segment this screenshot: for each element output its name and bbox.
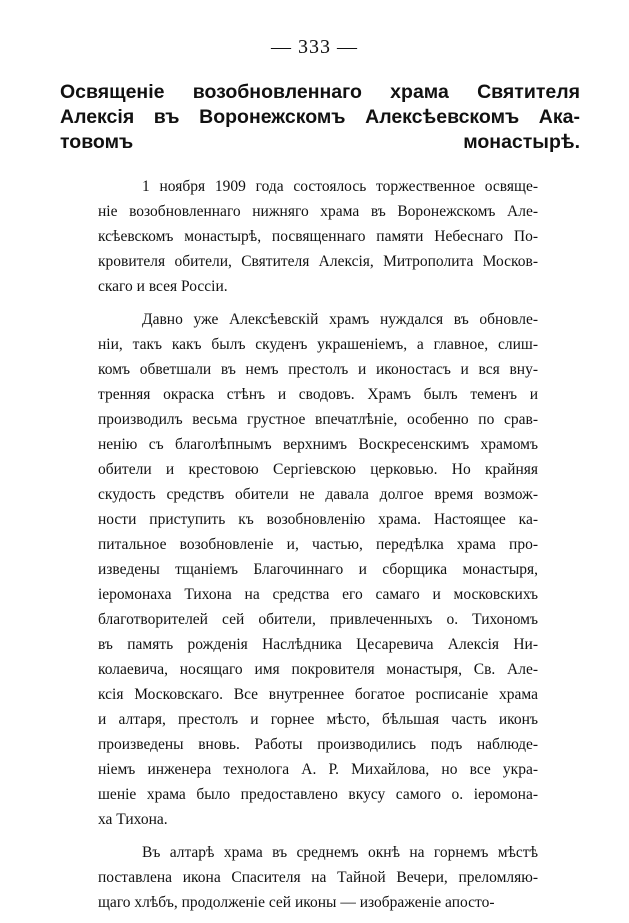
text-line: обители и крестовою Сергіевскою церковью. Но крайняя <box>98 461 538 478</box>
text-line: колаевича, носящаго имя покровителя монастыря, Св. Але- <box>98 661 538 678</box>
paragraph <box>98 174 538 299</box>
text-line: 1 ноября 1909 года состоялось торжественное освяще- <box>142 178 538 195</box>
text-line: ніемъ инженера технолога А. Р. Михайлова, но все укра- <box>98 761 538 778</box>
text-line: произведены вновь. Работы производились подъ наблюде- <box>98 736 538 753</box>
title-line: Алексія въ Воронежскомъ Алексѣевскомъ Ака- <box>60 106 580 128</box>
paragraph <box>98 307 538 832</box>
text-line: производилъ весьма грустное впечатлѣніе, особенно по срав- <box>98 411 538 428</box>
article-title <box>60 80 580 155</box>
text-line: щаго хлѣбъ, продолженіе сей иконы — изображеніе апосто- <box>98 894 495 911</box>
text-line: Давно уже Алексѣевскій храмъ нуждался въ обновле- <box>142 311 538 328</box>
text-line: ніе возобновленнаго нижняго храма въ Воронежскомъ Але- <box>98 203 538 220</box>
text-line: питальное возобновленіе и, частью, передѣлка храма про- <box>98 536 538 553</box>
text-line: ха Тихона. <box>98 811 168 828</box>
text-line: ксѣевскомъ монастырѣ, посвященнаго памяти Небеснаго По- <box>98 228 538 245</box>
text-line: ксія Московскаго. Все внутреннее богатое росписаніе храма <box>98 686 538 703</box>
page-number: — 333 — <box>271 36 358 58</box>
article-body <box>98 174 538 923</box>
text-line: іеромонаха Тихона на средства его самаго и московскихъ <box>98 586 538 603</box>
text-line: скаго и всея Россіи. <box>98 278 228 295</box>
text-line: Въ алтарѣ храма въ среднемъ окнѣ на горнемъ мѣстѣ <box>142 844 538 861</box>
title-line: товомъ монастырѣ. <box>60 131 580 153</box>
text-line: въ память рожденія Наслѣдника Цесаревича Алексія Ни- <box>98 636 538 653</box>
text-line: скудость средствъ обители не давала долгое время возмож- <box>98 486 538 503</box>
text-line: ности приступить къ возобновленію храма. Настоящее ка- <box>98 511 538 528</box>
title-line: Освященіе возобновленнаго храма Святителя <box>60 81 580 103</box>
text-line: комъ обветшали въ немъ престолъ и иконостасъ и вся вну- <box>98 361 538 378</box>
text-line: благотворителей сей обители, привлеченныхъ о. Тихономъ <box>98 611 538 628</box>
text-line: поставлена икона Спасителя на Тайной Вечери, преломляю- <box>98 869 538 886</box>
text-line: ніи, такъ какъ былъ скуденъ украшеніемъ, а главное, слиш- <box>98 336 538 353</box>
text-line: кровителя обители, Святителя Алексія, Митрополита Москов- <box>98 253 538 270</box>
text-line: тренняя окраска стѣнъ и сводовъ. Храмъ былъ теменъ и <box>98 386 538 403</box>
text-line: изведены тщаніемъ Благочиннаго и сборщика монастыря, <box>98 561 538 578</box>
text-line: шеніе храма было предоставлено вкусу самого о. іеромона- <box>98 786 538 803</box>
text-line: ненію съ благолѣпнымъ верхнимъ Воскресенскимъ храмомъ <box>98 436 538 453</box>
text-line: и алтаря, престолъ и горнее мѣсто, бѣльшая часть иконъ <box>98 711 538 728</box>
